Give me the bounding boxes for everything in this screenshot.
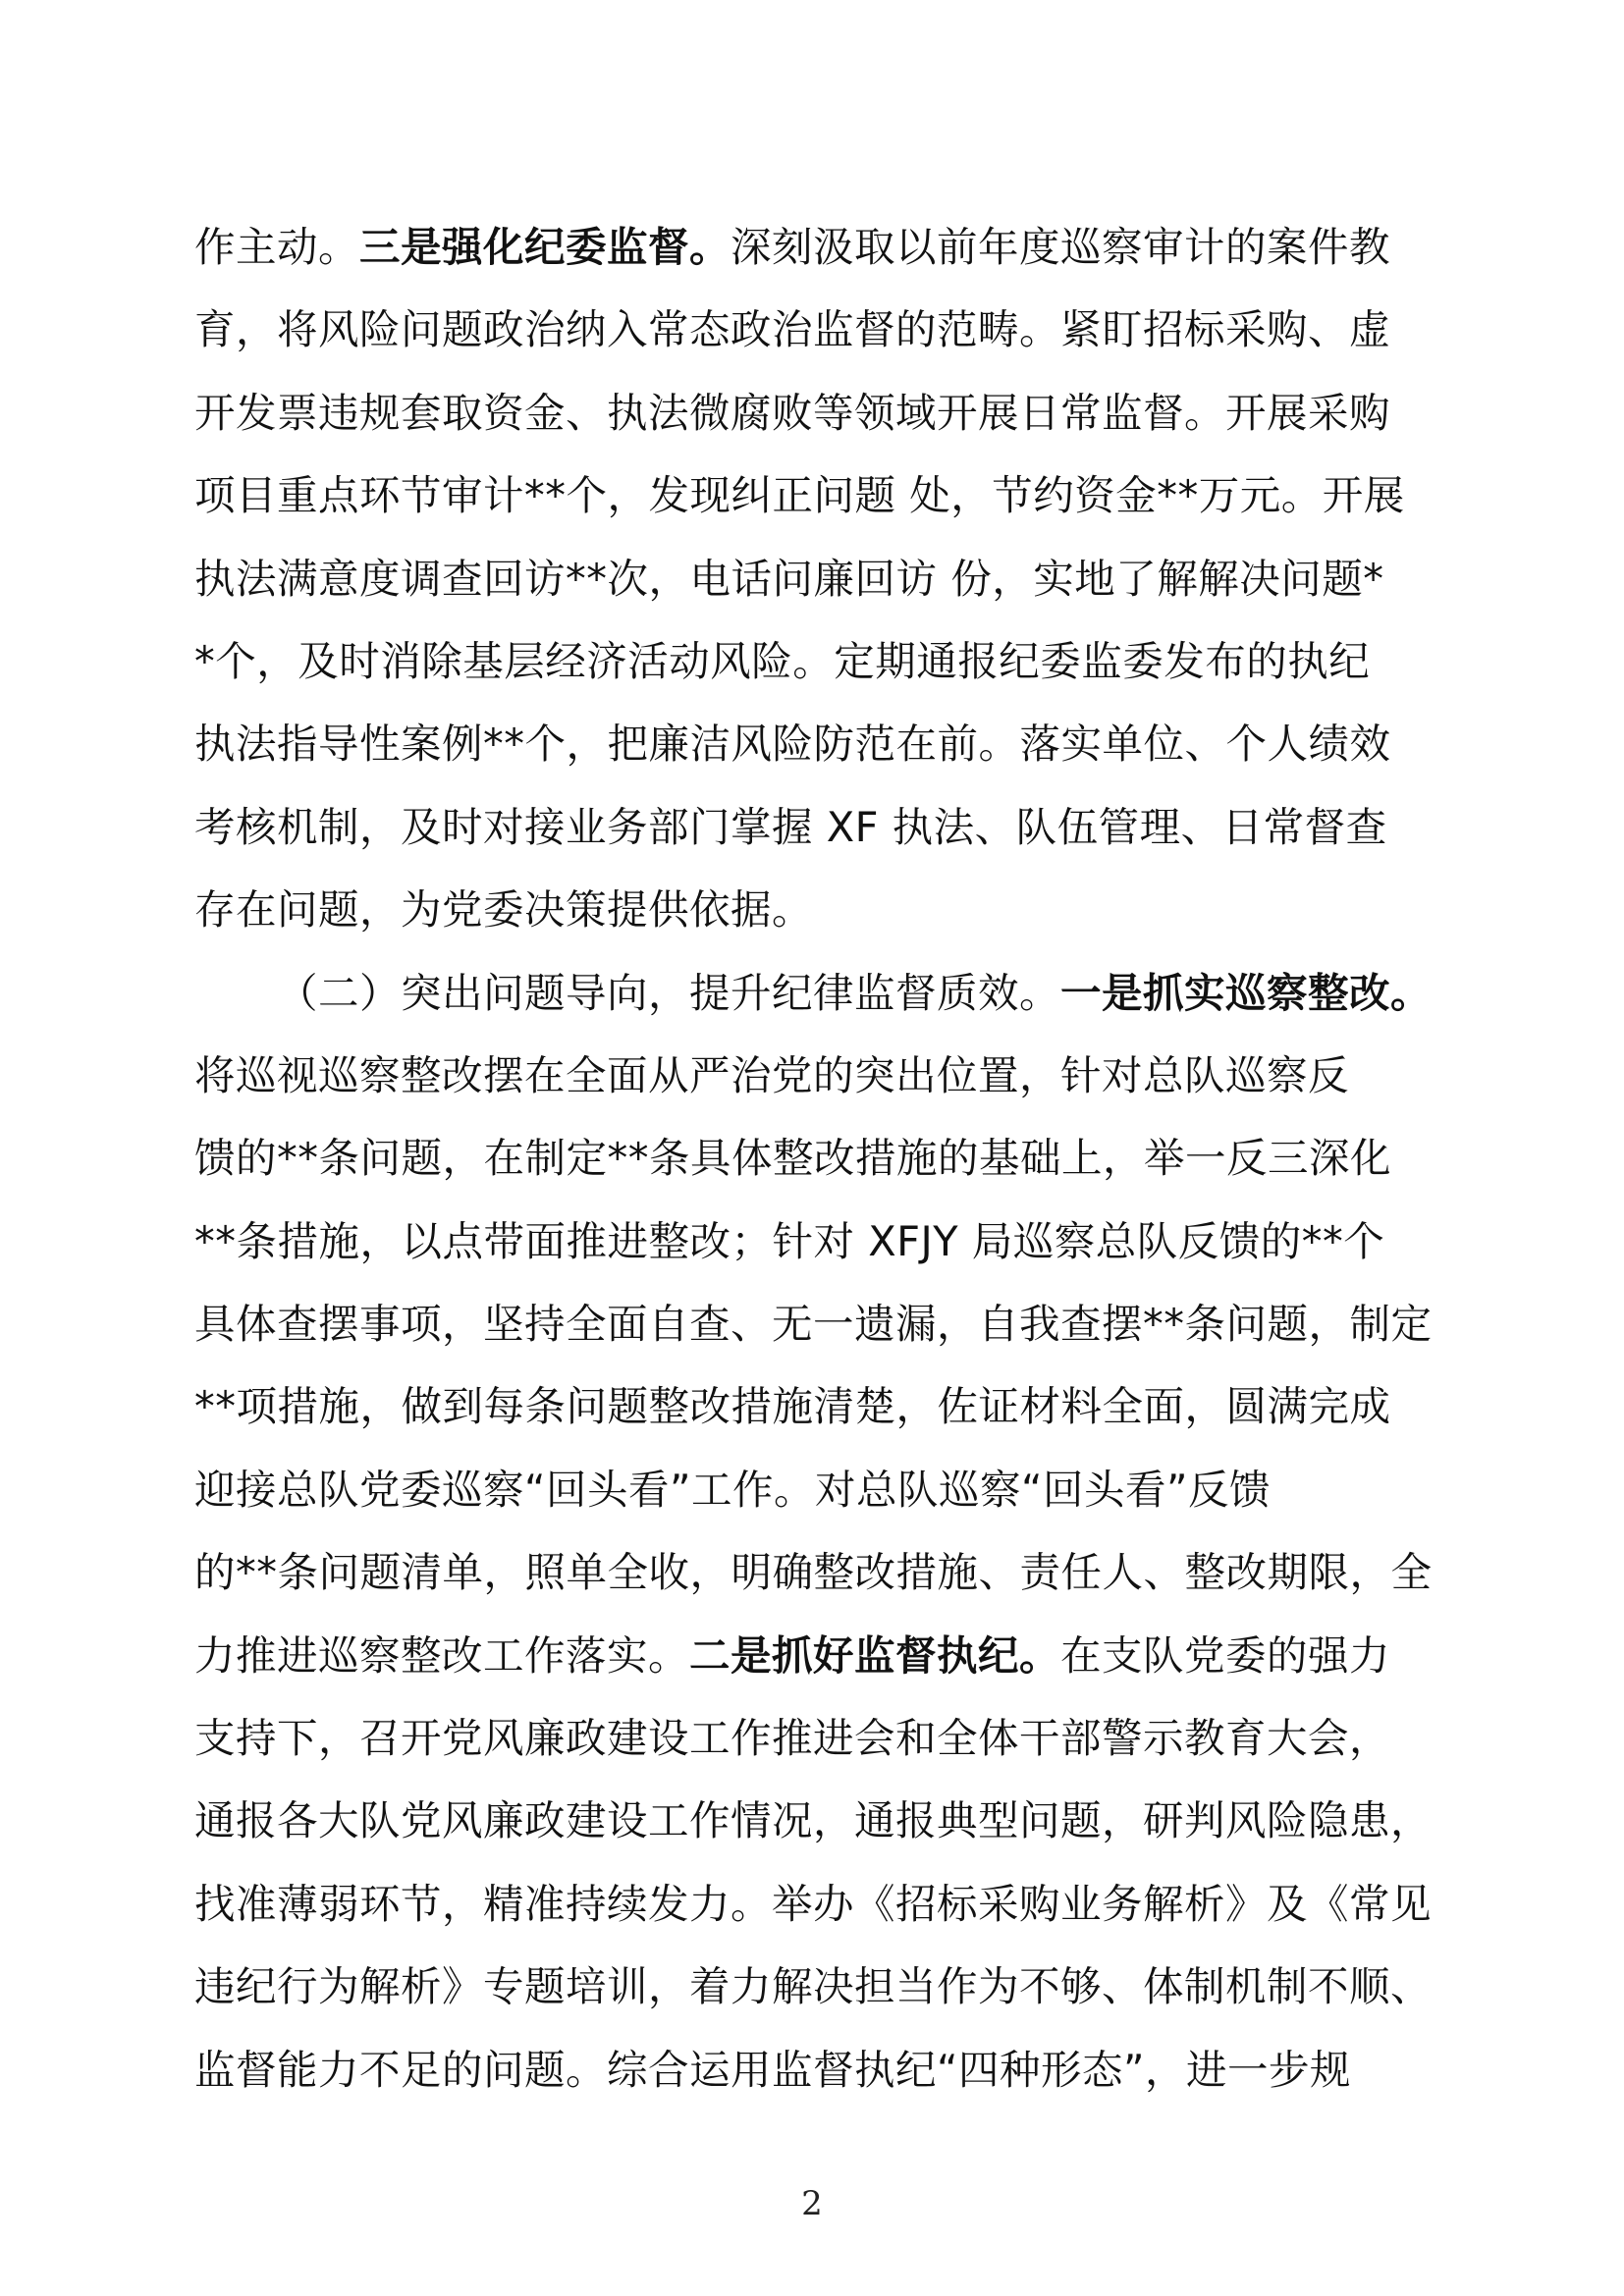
bold-heading-run: 一是抓实巡察整改。 — [1060, 968, 1433, 1017]
text-line: 的**条问题清单，照单全收，明确整改措施、责任人、整改期限，全 — [194, 1548, 1433, 1597]
bold-heading-run: 三是强化纪委监督。 — [359, 223, 731, 271]
text-line: 项目重点环节审计**个，发现纠正问题 处，节约资金**万元。开展 — [194, 471, 1405, 520]
section-heading: （二）突出问题导向，提升纪律监督质效。 — [277, 968, 1061, 1017]
text-line — [194, 206, 1434, 289]
text-line: **条措施，以点带面推进整改；针对 XFJY 局巡察总队反馈的**个 — [194, 1216, 1385, 1265]
text-line: 将巡视巡察整改摆在全面从严治党的突出位置，针对总队巡察反 — [194, 1050, 1350, 1099]
text-run: 作主动。 — [194, 223, 360, 271]
page-number: 2 — [801, 2184, 823, 2223]
section-heading-line — [194, 952, 1434, 1035]
text-line: 育，将风险问题政治纳入常态政治监督的范畴。紧盯招标采购、虚 — [194, 305, 1391, 354]
text-line: **项措施，做到每条问题整改措施清楚，佐证材料全面，圆满完成 — [194, 1382, 1391, 1431]
document-body — [194, 206, 1434, 2111]
text-line — [194, 1615, 1434, 1697]
text-line: 执法满意度调查回访**次，电话问廉回访 份，实地了解解决问题* — [194, 554, 1384, 603]
text-run: 力推进巡察整改工作落实。 — [194, 1630, 690, 1680]
text-line: 具体查摆事项，坚持全面自查、无一遗漏，自我查摆**条问题，制定 — [194, 1300, 1433, 1349]
text-line: 支持下，召开党风廉政建设工作推进会和全体干部警示教育大会， — [194, 1714, 1391, 1763]
text-line: 馈的**条问题，在制定**条具体整改措施的基础上，举一反三深化 — [194, 1134, 1392, 1183]
text-line: 存在问题，为党委决策提供依据。 — [194, 885, 814, 934]
text-line: 执法指导性案例**个，把廉洁风险防范在前。落实单位、个人绩效 — [194, 720, 1391, 769]
text-line: 监督能力不足的问题。综合运用监督执纪“四种形态”，进一步规 — [194, 2045, 1352, 2094]
text-line: 考核机制，及时对接业务部门掌握 XF 执法、队伍管理、日常督查 — [194, 802, 1387, 851]
text-line: 通报各大队党风廉政建设工作情况，通报典型问题，研判风险隐患， — [194, 1796, 1433, 1845]
text-line: 迎接总队党委巡察“回头看”工作。对总队巡察“回头看”反馈 — [194, 1465, 1272, 1514]
text-line: 开发票违规套取资金、执法微腐败等领域开展日常监督。开展采购 — [194, 388, 1391, 437]
text-line: 找准薄弱环节，精准持续发力。举办《招标采购业务解析》及《常见 — [194, 1879, 1433, 1928]
text-run: 在支队党委的强力 — [1060, 1630, 1391, 1680]
text-line: 违纪行为解析》专题培训，着力解决担当作为不够、体制机制不顺、 — [194, 1962, 1433, 2011]
text-line: *个，及时消除基层经济活动风险。定期通报纪委监委发布的执纪 — [194, 636, 1371, 685]
text-run: 深刻汲取以前年度巡察审计的案件教 — [731, 223, 1391, 271]
bold-heading-run: 二是抓好监督执纪。 — [689, 1630, 1061, 1680]
